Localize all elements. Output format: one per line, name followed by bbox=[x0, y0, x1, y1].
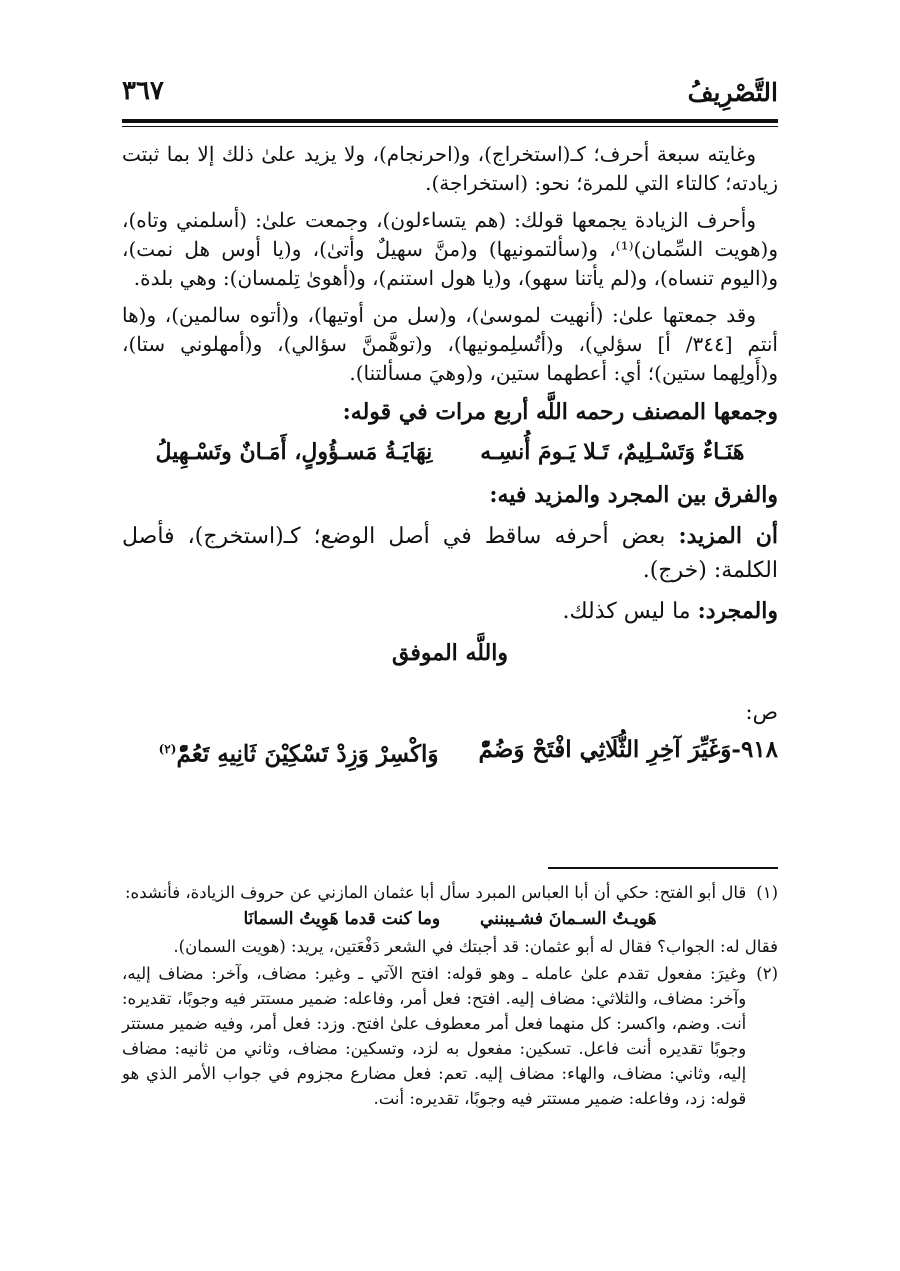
footnote-1-verse bbox=[122, 907, 778, 932]
mujarrad-label: والمجرد: bbox=[697, 598, 778, 624]
alfiya-verse bbox=[122, 735, 778, 769]
footnote-2 bbox=[122, 961, 778, 1111]
footnote-1 bbox=[122, 880, 778, 905]
mujarrad-text: ما ليس كذلك. bbox=[562, 599, 691, 624]
footnote-1-text: قال أبو الفتح: حكي أن أبا العباس المبرد سأل أبا عثمان المازني عن حروف الزيادة، فأنشده: bbox=[124, 883, 747, 902]
closing-phrase: واللَّه الموفق bbox=[392, 640, 508, 666]
verse-second-hemistich: نِهَايَـةُ مَسـؤُولٍ، أَمَـانٌ وتَسْـهِيلُ bbox=[155, 439, 433, 465]
footnotes bbox=[122, 880, 778, 1113]
alfiya-first-hemistich: ٩١٨-وَغَيِّرَ آخِرِ الثُّلَاثِي افْتَحْ وَضُمّْ bbox=[478, 736, 778, 763]
header-rule bbox=[122, 119, 778, 123]
footnote-2-mark: (٢) bbox=[756, 964, 778, 983]
paragraph-difference-heading: والفرق بين المجرد والمزيد فيه: bbox=[489, 482, 778, 508]
footnote-2-text: وغيرَ: مفعول تقدم علىٰ عامله ـ وهو قوله: افتح الآتي ـ وغير: مضاف، وآخر: مضاف إليه، وآخر: مضاف، والثلاثي: مضاف إليه. افتح: فعل أمر، وفاعله: ضمير مستتر فيه وجوبًا، تقديره: أنت. وضم، واكسر: كل منهما فعل أمر معطوف علىٰ افتح. وزد: فعل أمر، وفيه ضمير مستتر وجوبًا تقديره أنت فاعل. تسكين: مفعول به لزد، وتسكين: مضاف، وثاني من ثانيه: مضاف إليه، وثاني: مضاف، والهاء: مضاف إليه. تعم: فعل مضارع مجزوم في جواب الأمر الذي هو قوله: زد، وفاعله: ضمير مستتر فيه وجوبًا، تقديره: أنت. bbox=[122, 964, 747, 1108]
verse-first-hemistich: هَنَـاءٌ وَتَسْـلِيمٌ، تَـلا يَـومَ أُنسِـه bbox=[480, 439, 745, 465]
page-header bbox=[122, 72, 778, 118]
alfiya-second-text: وَاكْسِرْ وَزِدْ تَسْكِيْنَ ثَانِيهِ تَعُمّْ bbox=[176, 740, 439, 768]
header-rule-thin bbox=[122, 126, 778, 127]
paragraph-addition-letters: وأحرف الزيادة يجمعها قولك: (هم يتساءلون)، وجمعت علىٰ: (أسلمني وتاه)، و(هويت السِّمان)⁽¹⁾، و(سألتمونيها) و(منَّ سهيلٌ وأتىٰ)، و(يا أوس هل نمت)، و(اليوم تنساه)، و(لم يأتنا سهو)، و(يا هول استنم)، و(أهوىٰ تِلمسان): وهي بلدة. bbox=[122, 208, 779, 290]
verse bbox=[122, 438, 778, 467]
footnote-ref-2: (٢) bbox=[158, 742, 177, 756]
footnote-verse-first: هَويـتُ السـمانَ فشـيبنني bbox=[480, 909, 657, 929]
footnote-1-continuation: فقال له: الجواب؟ فقال له أبو عثمان: قد أجبتك في الشعر دَفْعَتين، يريد: (هويت السمان). bbox=[173, 937, 778, 956]
footnote-separator bbox=[548, 867, 778, 869]
mazid-text: بعض أحرفه ساقط في أصل الوضع؛ كـ(استخرج)، فأصل الكلمة: (خرج). bbox=[122, 524, 778, 583]
paragraph-mazid-definition bbox=[122, 519, 778, 588]
running-title: التَّصْرِيفُ bbox=[687, 78, 778, 107]
main-text bbox=[122, 140, 778, 769]
page-number: ٣٦٧ bbox=[122, 76, 164, 106]
paragraph-author-collection: وجمعها المصنف رحمه اللَّه أربع مرات في قوله: bbox=[342, 399, 778, 425]
sad-marker: ص: bbox=[745, 700, 778, 724]
paragraph-collections: وقد جمعتها علىٰ: (أنهيت لموسىٰ)، و(سل من أوتيها)، و(أتوه سالمين)، و(ها أنتم [٣٤٤/ أ] سؤلي)، و(أتُسلِمونيها)، و(توهَّمنَّ سؤالي)، و(أمهلوني ستا)، و(أَولِهما ستين)؛ أي: أعطهما ستين، و(وهيَ مسألتنا). bbox=[122, 303, 778, 385]
paragraph-letters-count: وغايته سبعة أحرف؛ كـ(استخراج)، و(احرنجام)، ولا يزيد علىٰ ذلك إلا بما ثبتت زيادته؛ كالتاء التي للمرة؛ نحو: (استخراجة). bbox=[122, 142, 778, 195]
footnote-1-mark: (١) bbox=[756, 883, 778, 902]
footnote-verse-second: وما كنت قدما هَوِيتُ السمانَا bbox=[243, 909, 441, 929]
paragraph-mujarrad-definition bbox=[122, 594, 778, 629]
mazid-label: أن المزيد: bbox=[678, 523, 778, 549]
alfiya-second-hemistich bbox=[159, 735, 439, 769]
